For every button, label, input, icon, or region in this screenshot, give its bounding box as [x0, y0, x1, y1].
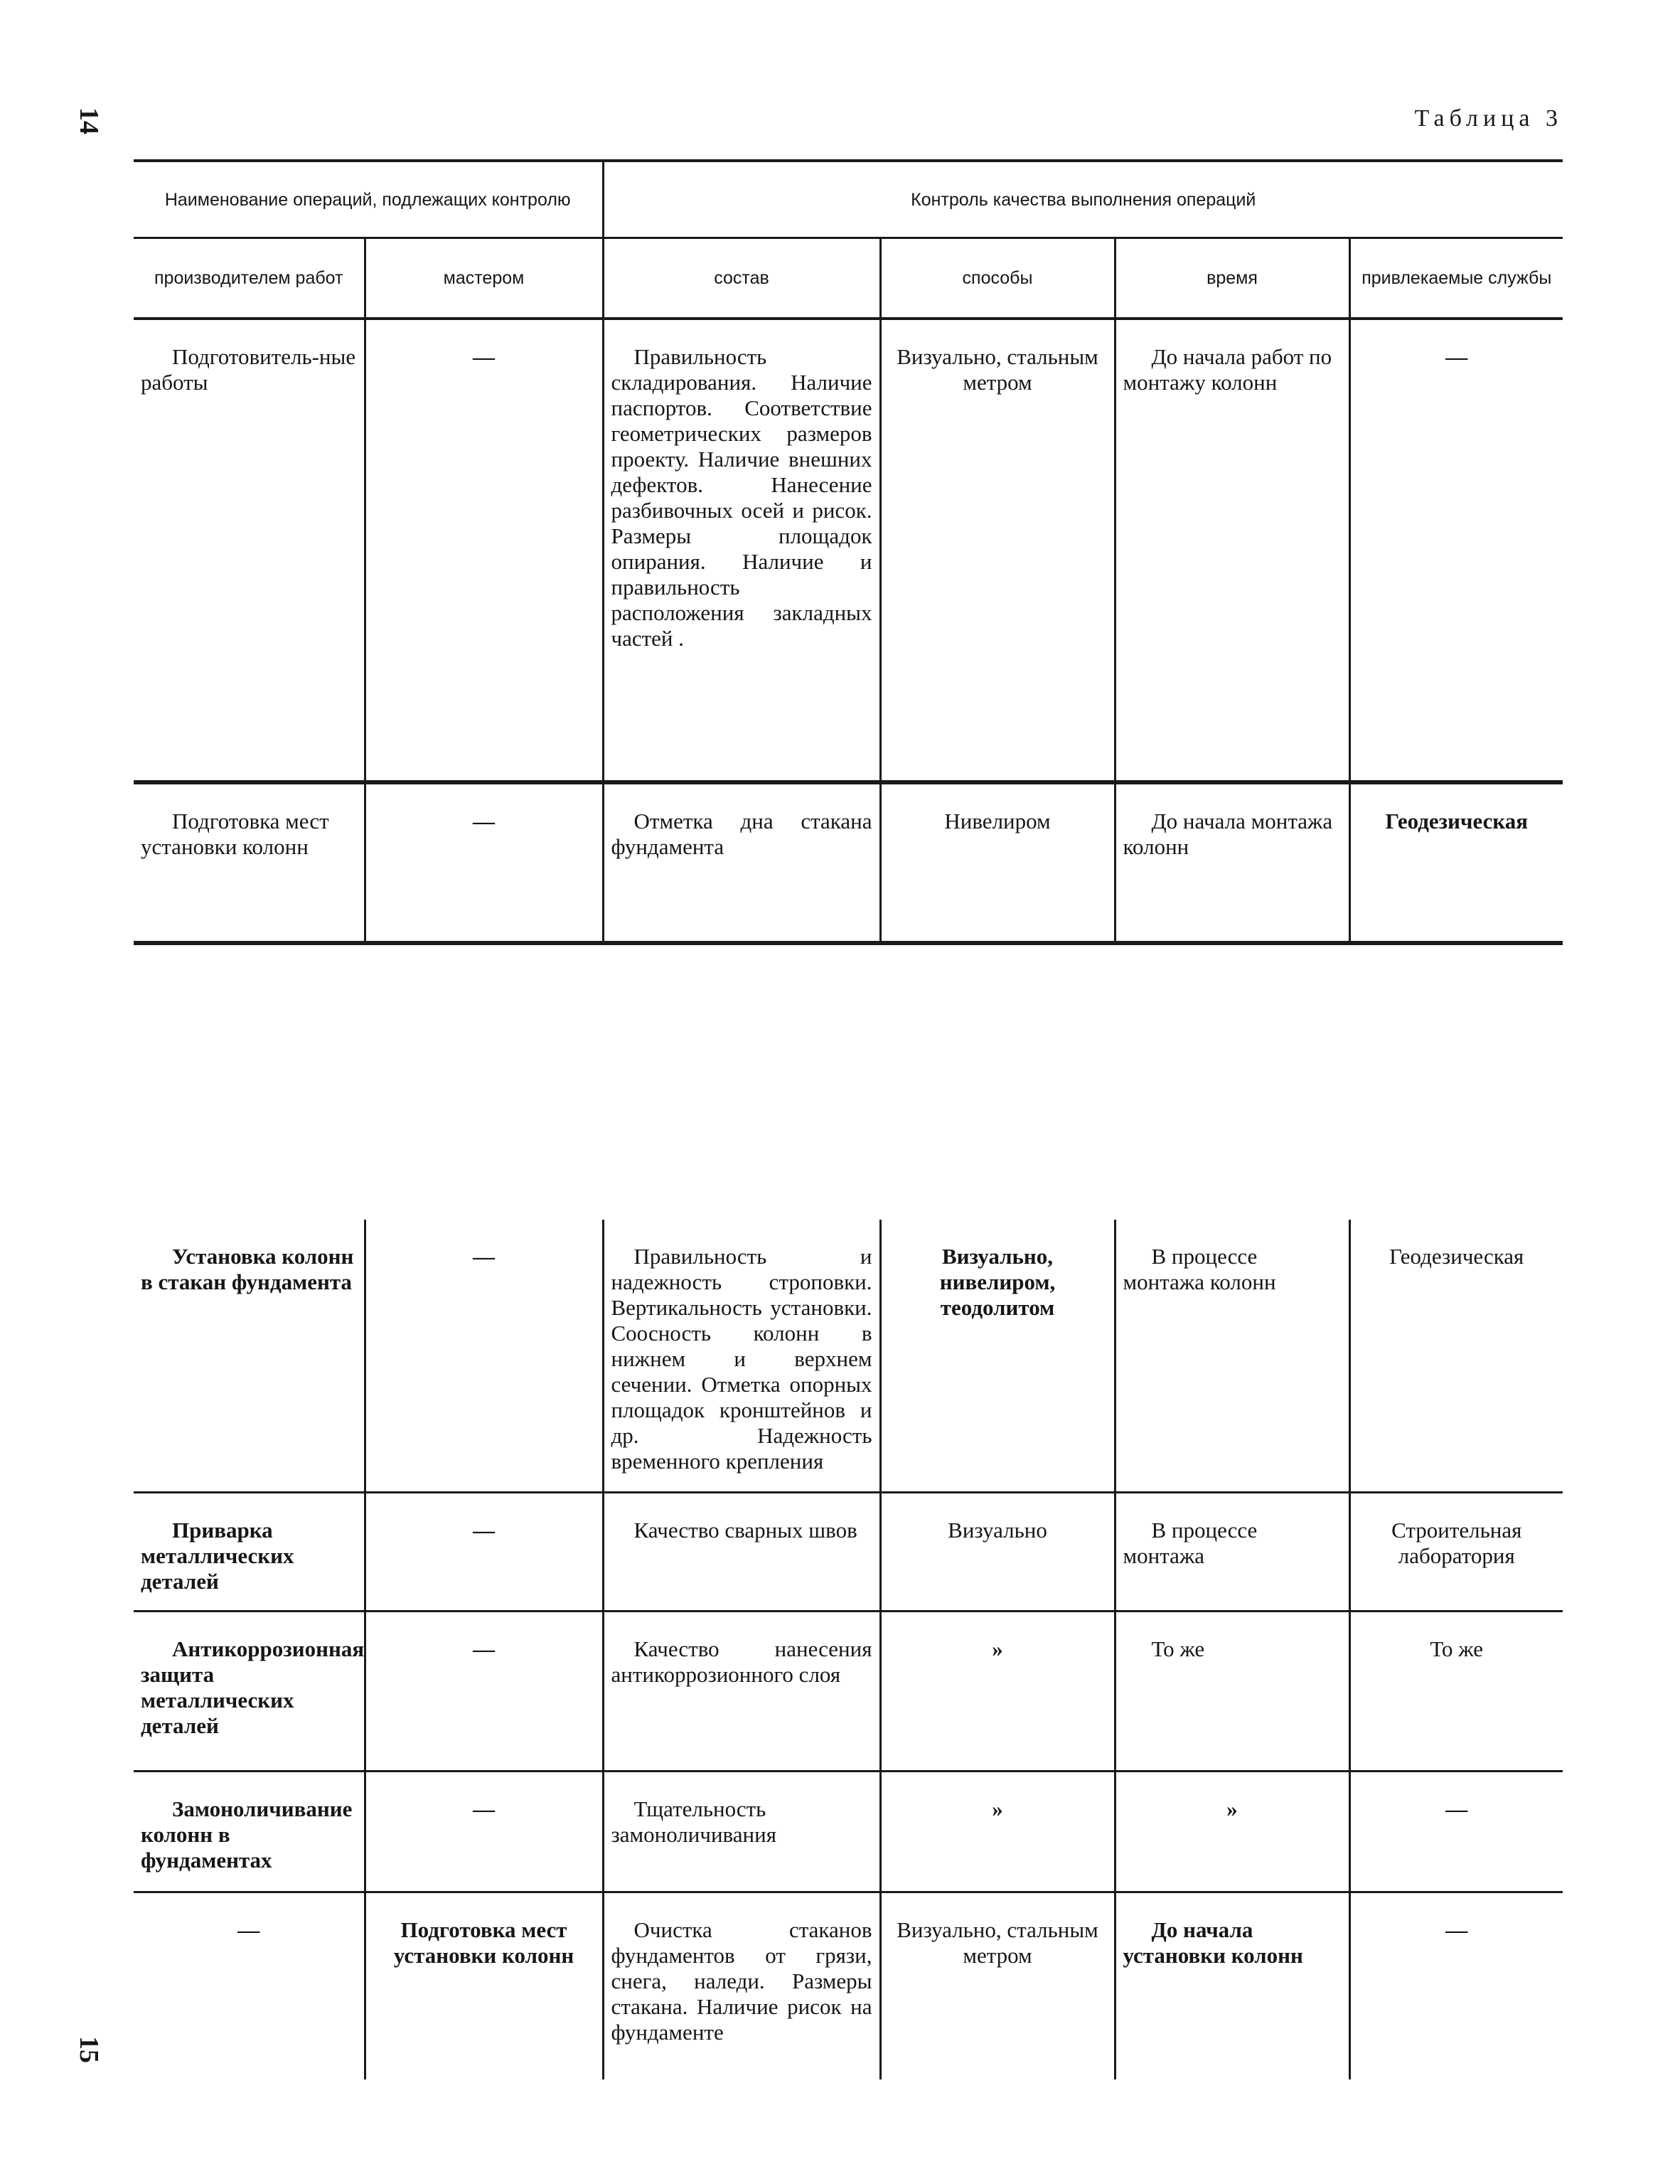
cell-services: —	[1349, 1892, 1563, 2080]
cell-master: —	[365, 1493, 603, 1612]
header-services: привлекаемые службы	[1349, 238, 1563, 319]
header-producer: производителем работ	[134, 238, 365, 319]
cell-content: Правильность и надежность строповки. Вертикальность установки. Соосность колонн в нижнем и верхнем сечении. Отметка опорных площадок кронштейнов и др. Надежность временного крепления	[603, 1220, 880, 1493]
page-number-top: 14	[74, 107, 104, 134]
header-row-columns	[134, 238, 1563, 319]
control-table-top	[134, 159, 1563, 945]
cell-time: До начала монтажа колонн	[1115, 782, 1349, 943]
cell-services: Геодезическая	[1349, 782, 1563, 943]
cell-time: То же	[1115, 1612, 1349, 1772]
cell-producer: Антикоррозионная защита металлических деталей	[134, 1612, 365, 1772]
cell-time: До начала установки колонн	[1115, 1892, 1349, 2080]
header-operations-group: Наименование операций, подлежащих контролю	[134, 161, 603, 238]
cell-producer: Замоноличивание колонн в фундаментах	[134, 1772, 365, 1892]
cell-methods: Визуально, стальным метром	[880, 1892, 1115, 2080]
cell-master: —	[365, 1220, 603, 1493]
cell-content: Тщательность замоноличивания	[603, 1772, 880, 1892]
cell-methods: »	[880, 1772, 1115, 1892]
cell-producer: Подготовка мест установки колонн	[134, 782, 365, 943]
header-master: мастером	[365, 238, 603, 319]
cell-content: Отметка дна стакана фундамента	[603, 782, 880, 943]
table-row	[134, 319, 1563, 782]
cell-master: —	[365, 1612, 603, 1772]
header-row-groups	[134, 161, 1563, 238]
cell-methods: »	[880, 1612, 1115, 1772]
cell-master: Подготовка мест установки колонн	[365, 1892, 603, 2080]
cell-time: »	[1115, 1772, 1349, 1892]
control-table-bottom	[134, 1220, 1563, 2079]
cell-methods: Визуально	[880, 1493, 1115, 1612]
cell-services: —	[1349, 319, 1563, 782]
table-row	[134, 1220, 1563, 1493]
cell-time: До начала работ по монтажу колонн	[1115, 319, 1349, 782]
table-row	[134, 1493, 1563, 1612]
table-row	[134, 1892, 1563, 2080]
cell-master: —	[365, 782, 603, 943]
cell-content: Очистка стаканов фундаментов от грязи, снега, наледи. Размеры стакана. Наличие рисок на фундаменте	[603, 1892, 880, 2080]
cell-master: —	[365, 1772, 603, 1892]
cell-producer: Подготовитель-ные работы	[134, 319, 365, 782]
table-title: Таблица 3	[1414, 105, 1563, 132]
cell-methods: Визуально, нивелиром, теодолитом	[880, 1220, 1115, 1493]
table-row	[134, 782, 1563, 943]
header-time: время	[1115, 238, 1349, 319]
cell-content: Правильность складирования. Наличие паспортов. Соответствие геометрических размеров проекту. Наличие внешних дефектов. Нанесение разбивочных осей и рисок. Размеры площадок опирания. Наличие и правильность расположения закладных частей .	[603, 319, 880, 782]
cell-services: —	[1349, 1772, 1563, 1892]
header-content: состав	[603, 238, 880, 319]
cell-services: То же	[1349, 1612, 1563, 1772]
cell-content: Качество сварных швов	[603, 1493, 880, 1612]
cell-methods: Визуально, стальным метром	[880, 319, 1115, 782]
table-row	[134, 1612, 1563, 1772]
cell-methods: Нивелиром	[880, 782, 1115, 943]
cell-services: Геодезическая	[1349, 1220, 1563, 1493]
cell-content: Качество нанесения антикоррозионного слоя	[603, 1612, 880, 1772]
table-row	[134, 1772, 1563, 1892]
cell-time: В процессе монтажа	[1115, 1493, 1349, 1612]
cell-producer: Приварка металлических деталей	[134, 1493, 365, 1612]
cell-producer: —	[237, 1917, 260, 1942]
cell-time: В процессе монтажа колонн	[1115, 1220, 1349, 1493]
cell-services: Строительная лаборатория	[1349, 1493, 1563, 1612]
page-number-bottom: 15	[74, 2036, 104, 2063]
header-methods: способы	[880, 238, 1115, 319]
header-quality-group: Контроль качества выполнения операций	[603, 161, 1563, 238]
cell-master: —	[365, 319, 603, 782]
cell-producer: Установка колонн в стакан фундамента	[134, 1220, 365, 1493]
